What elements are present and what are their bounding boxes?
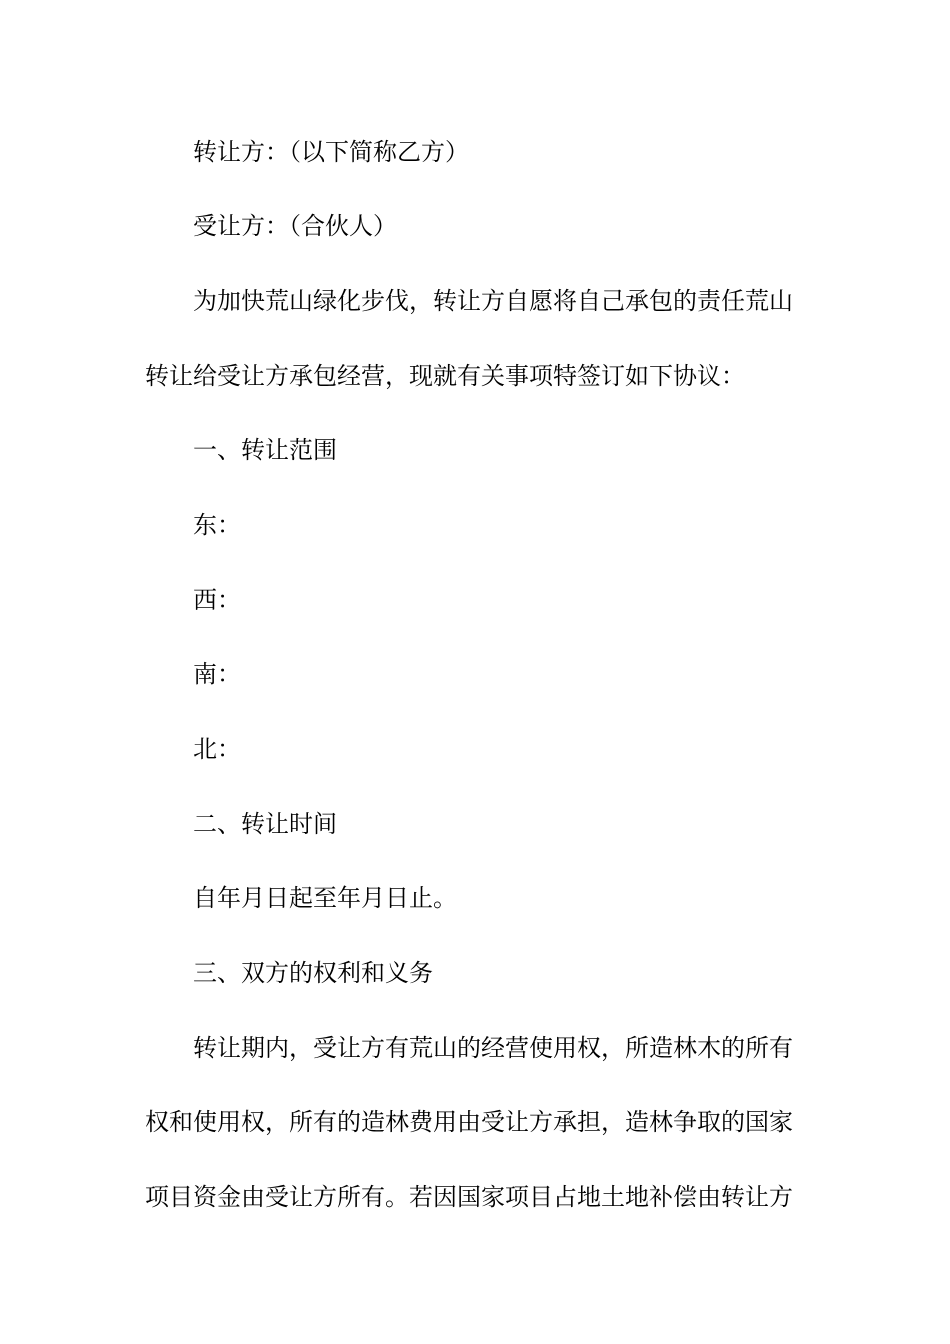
preamble-line-1: 为加快荒山绿化步伐，转让方自愿将自己承包的责任荒山 <box>193 287 793 315</box>
preamble-line-2: 转让给受让方承包经营，现就有关事项特签订如下协议： <box>145 362 745 390</box>
transfer-period-line: 自年月日起至年月日止。 <box>193 884 457 912</box>
rights-line-1: 转让期内，受让方有荒山的经营使用权，所造林木的所有 <box>193 1034 793 1062</box>
boundary-north: 北： <box>193 735 241 763</box>
section-heading-rights: 三、双方的权利和义务 <box>193 959 433 987</box>
boundary-east: 东： <box>193 511 241 539</box>
section-heading-scope: 一、转让范围 <box>193 436 337 464</box>
rights-line-3: 项目资金由受让方所有。若因国家项目占地土地补偿由转让方 <box>145 1183 793 1211</box>
rights-line-2: 权和使用权，所有的造林费用由受让方承担，造林争取的国家 <box>145 1108 793 1136</box>
transferee-line: 受让方：（合伙人） <box>193 212 397 240</box>
boundary-west: 西： <box>193 586 241 614</box>
section-heading-time: 二、转让时间 <box>193 810 337 838</box>
boundary-south: 南： <box>193 660 241 688</box>
transferor-line: 转让方：（以下简称乙方） <box>193 138 469 166</box>
